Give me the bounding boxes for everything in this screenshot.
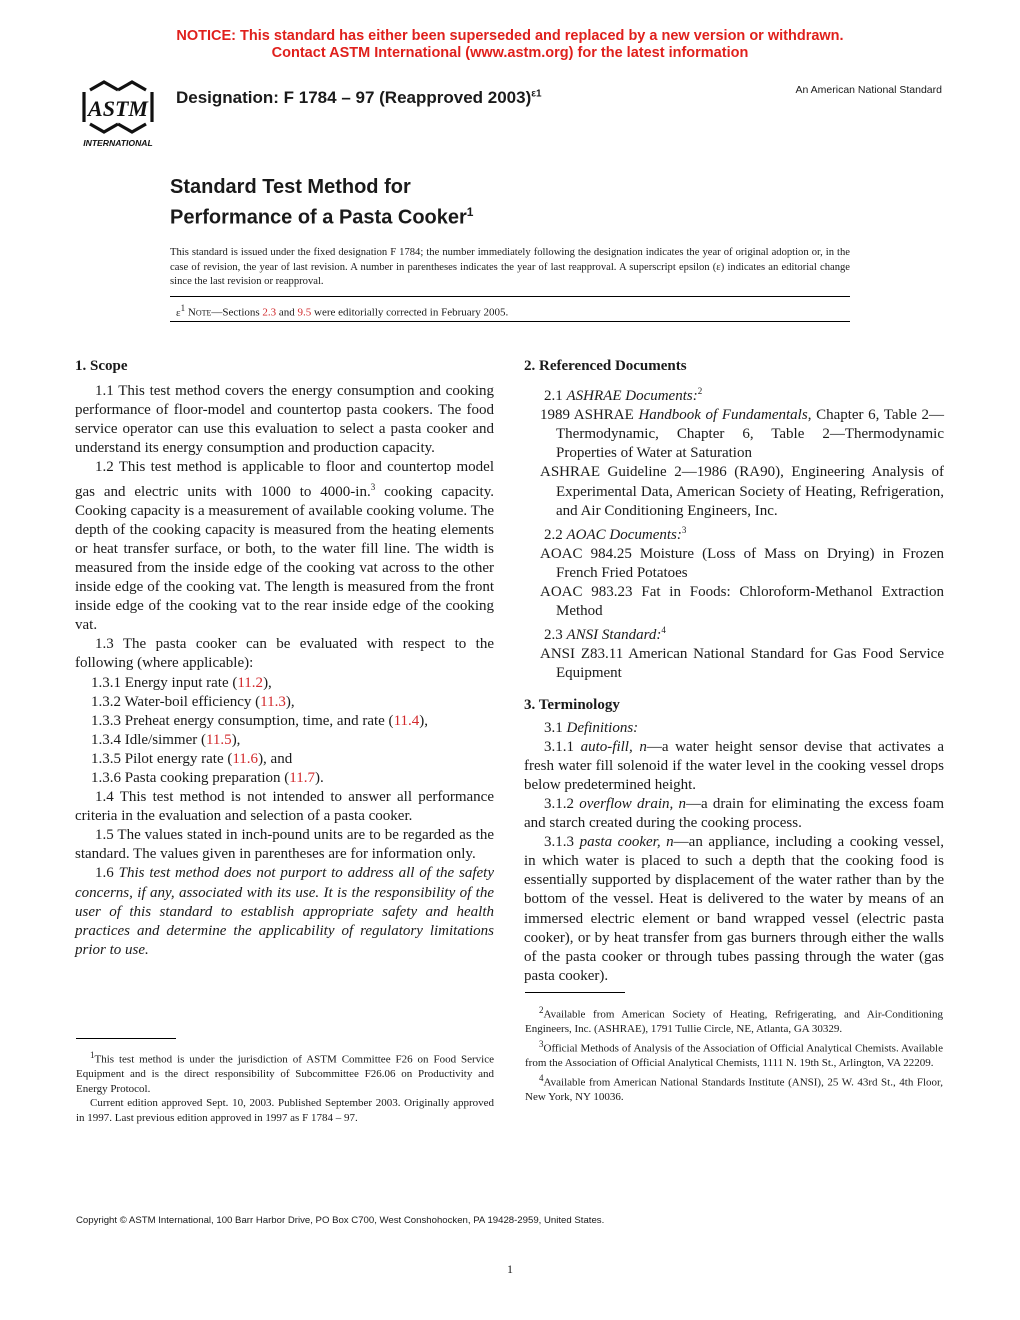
scope-item-text: 1.3.5 Pilot energy rate ( bbox=[91, 750, 233, 767]
ref-11-2-link[interactable]: 11.2 bbox=[237, 674, 264, 691]
ref-2-3-link[interactable]: 2.3 bbox=[262, 306, 277, 319]
aoac-ref-2: AOAC 983.23 Fat in Foods: Chloroform-Methanol Extraction Method bbox=[540, 584, 944, 620]
term-1-term: auto-fill, n bbox=[580, 738, 647, 755]
scope-1-6-num: 1.6 bbox=[95, 865, 119, 882]
ashrae-ref-1-a: 1989 ASHRAE bbox=[540, 407, 639, 424]
scope-item bbox=[75, 750, 494, 769]
aoac-num: 2.2 bbox=[544, 526, 567, 543]
ref-11-6-link[interactable]: 11.6 bbox=[232, 750, 259, 767]
terminology-heading: 3. Terminology bbox=[524, 696, 620, 713]
footnote-1 bbox=[76, 1048, 494, 1096]
scope-1-2-sup: 3 bbox=[370, 481, 376, 492]
ref-11-5-link[interactable]: 11.5 bbox=[205, 731, 232, 748]
withdrawal-notice bbox=[0, 28, 1020, 62]
scope-1-5: 1.5 The values stated in inch-pound units are to be regarded as the standard. The values given in parentheses are for information only. bbox=[75, 827, 494, 863]
ansi-standard bbox=[524, 621, 944, 645]
ashrae-label: ASHRAE Documents: bbox=[566, 388, 698, 405]
scope-1-2-a: 1.2 This test method is applicable to floor and countertop model gas and electric units with 1000 to 4000-in. bbox=[75, 459, 494, 500]
scope-1-6 bbox=[75, 864, 494, 959]
note-text-b: and bbox=[276, 306, 298, 319]
scope-item-text: 1.3.6 Pasta cooking preparation ( bbox=[91, 769, 290, 786]
footnote-2-text: Available from American Society of Heating, Refrigerating, and Air-Conditioning Engineers, Inc. (ASHRAE), 1791 Tullie Circle, NE, Atlanta, GA 30329. bbox=[525, 1008, 943, 1036]
note-text-c: were editorially corrected in February 2005. bbox=[311, 306, 509, 319]
ref-11-4-link[interactable]: 11.4 bbox=[393, 712, 420, 729]
eps-sup: 1 bbox=[180, 303, 186, 313]
scope-item bbox=[75, 769, 494, 788]
notice-line-1: NOTICE: This standard has either been superseded and replaced by a new version or withdrawn. bbox=[176, 28, 844, 44]
footnote-1b: Current edition approved Sept. 10, 2003. Published September 2003. Originally approved in 1997. Last previous edition approved in 1997 as F 1784 – 97. bbox=[76, 1097, 494, 1125]
aoac-sup: 3 bbox=[681, 524, 687, 535]
logo-text: ASTM bbox=[88, 96, 148, 121]
footnote-rule-right bbox=[525, 992, 625, 993]
footnote-4-sup: 4 bbox=[539, 1072, 544, 1083]
scope-item bbox=[75, 731, 494, 750]
scope-item bbox=[75, 712, 494, 731]
scope-1-2-b: cooking capacity. Cooking capacity is a measurement of available cooking volume. The depth of the cooking capacity is measured from the heating elements or heat transfer surface, or both, to the water fill line. The width is measured from the inside edge of the cooking vat across to the other inside edge of the cooking vat. The length is measured from the front inside edge of the cooking vat to the rear inside edge of the cooking vat. bbox=[75, 483, 495, 634]
term-3-term: pasta cooker, n bbox=[579, 834, 674, 851]
title-line-1: Standard Test Method for bbox=[170, 176, 411, 198]
scope-heading: 1. Scope bbox=[75, 358, 128, 374]
ansi-label: ANSI Standard: bbox=[566, 627, 662, 644]
scope-item-end: ). bbox=[314, 769, 324, 786]
right-column bbox=[524, 357, 944, 986]
term-1-num: 3.1.1 bbox=[544, 738, 581, 755]
logo-subtext: INTERNATIONAL bbox=[83, 138, 153, 148]
footnote-3-text: Official Methods of Analysis of the Association of Official Analytical Chemists. Available from the Association of Official Analytical Chemists, 1111 N. 19th St., Arlington, VA 22209. bbox=[525, 1042, 943, 1070]
footnote-2-sup: 2 bbox=[539, 1005, 544, 1015]
term-1-text: —a water height sensor devise that activates a fresh water fill solenoid if the water level in the cooking vessel drops below predetermined height. bbox=[524, 738, 945, 793]
scope-item-text: 1.3.4 Idle/simmer ( bbox=[91, 731, 206, 748]
ashrae-ref-1 bbox=[540, 406, 944, 463]
title-sup: 1 bbox=[466, 205, 474, 219]
scope-1-6-text: This test method does not purport to address all of the safety concerns, if any, associated with its use. It is the responsibility of the user of this standard to establish appropriate safety and health practices and determine the applicability of regulatory limitations prior to use. bbox=[75, 865, 494, 958]
designation-text: Designation: F 1784 – 97 (Reapproved 2003) bbox=[176, 88, 532, 107]
footnote-4-text: Available from American National Standards Institute (ANSI), 25 W. 43rd St., 4th Floor, New York, NY 10036. bbox=[525, 1076, 943, 1103]
footnote-3 bbox=[525, 1037, 943, 1071]
term-2-text: —a drain for eliminating the excess foam and starch created during the cooking process. bbox=[524, 795, 945, 832]
designation bbox=[176, 88, 542, 108]
scope-item-text: 1.3.2 Water-boil efficiency ( bbox=[91, 693, 261, 710]
scope-item bbox=[75, 693, 494, 712]
designation-sup: ε1 bbox=[531, 88, 542, 100]
term-3-num: 3.1.3 bbox=[544, 834, 580, 851]
aoac-ref-1: AOAC 984.25 Moisture (Loss of Mass on Drying) in Frozen French Fried Potatoes bbox=[540, 545, 944, 581]
eps: ε bbox=[176, 306, 181, 319]
ansi-num: 2.3 bbox=[544, 627, 567, 644]
term-3-text: —an appliance, including a cooking vessel, in which water is placed to such a depth that the cooking food is essentially supported by displacement of the water rather than by the bottom of the vessel. Heat is delivered to the water by means of an immersed electric element or band wrapped vessel (electric pasta cooker), or by heat transfer from gas burners through either the walls of the pasta cooker or through tubes passing through the water (gas pasta cooker). bbox=[524, 834, 945, 984]
page-number: 1 bbox=[507, 1262, 513, 1276]
term-2-term: overflow drain, n bbox=[579, 795, 686, 812]
title-line-2: Performance of a Pasta Cooker bbox=[170, 206, 467, 229]
scope-item-end: ), bbox=[263, 674, 272, 691]
scope-item-end: ), bbox=[419, 712, 429, 729]
ashrae-ref-1-b: , Chapter 6, Table 2—Thermodynamic, Chapter 6, Table 2—Thermodynamic Properties of Water at Saturation bbox=[556, 407, 945, 462]
scope-1-1: 1.1 This test method covers the energy consumption and cooking performance of floor-model and countertop pasta cookers. The food service operator can use this evaluation to select a pasta cooker and understand its energy consumption and production capacity. bbox=[75, 383, 494, 457]
astm-logo bbox=[76, 78, 160, 150]
footnotes-right bbox=[525, 1003, 943, 1105]
divider-bottom bbox=[170, 321, 850, 322]
ashrae-num: 2.1 bbox=[544, 388, 567, 405]
ref-9-5-link[interactable]: 9.5 bbox=[297, 306, 312, 319]
american-national-standard: An American National Standard bbox=[795, 84, 942, 96]
term-auto-fill bbox=[524, 738, 944, 795]
divider-top bbox=[170, 296, 850, 297]
astm-logo-mark bbox=[76, 78, 160, 150]
ashrae-ref-2: ASHRAE Guideline 2—1986 (RA90), Engineering Analysis of Experimental Data, American Society of Heating, Refrigeration, and Air Conditioning Engineers, Inc. bbox=[540, 464, 944, 519]
left-column bbox=[75, 357, 494, 960]
scope-item-text: 1.3.1 Energy input rate ( bbox=[91, 674, 238, 691]
scope-item-end: ), bbox=[285, 693, 295, 710]
term-2-num: 3.1.2 bbox=[544, 795, 580, 812]
definitions bbox=[524, 719, 944, 738]
aoac-label: AOAC Documents: bbox=[566, 526, 682, 543]
ref-11-7-link[interactable]: 11.7 bbox=[289, 769, 315, 786]
notice-line-2: Contact ASTM International (www.astm.org) for the latest information bbox=[271, 45, 749, 61]
scope-1-3: 1.3 The pasta cooker can be evaluated with respect to the following (where applicable): bbox=[75, 636, 494, 672]
footnote-1-text: This test method is under the jurisdiction of ASTM Committee F26 on Food Service Equipment and is the direct responsibility of Subcommittee F26.06 on Productivity and Energy Protocol. bbox=[76, 1053, 494, 1095]
note-text-a: —Sections bbox=[211, 306, 263, 319]
scope-item-end: ), bbox=[231, 731, 241, 748]
copyright: Copyright © ASTM International, 100 Barr Harbor Drive, PO Box C700, West Conshohocken, PA 19428-2959, United States. bbox=[76, 1215, 605, 1226]
footnote-rule-left bbox=[76, 1038, 176, 1039]
ref-11-3-link[interactable]: 11.3 bbox=[260, 693, 286, 710]
footnote-2 bbox=[525, 1003, 943, 1037]
definitions-num: 3.1 bbox=[544, 719, 567, 736]
aoac-documents bbox=[524, 521, 944, 545]
footnote-4 bbox=[525, 1071, 943, 1105]
footnote-1-sup: 1 bbox=[90, 1050, 95, 1060]
scope-item bbox=[75, 674, 494, 693]
ashrae-sup: 2 bbox=[697, 386, 703, 397]
document-title bbox=[170, 175, 473, 231]
ashrae-ref-1-title: Handbook of Fundamentals bbox=[638, 407, 808, 424]
editorial-note bbox=[170, 303, 850, 319]
references-heading: 2. Referenced Documents bbox=[524, 358, 687, 374]
scope-item-end: ), and bbox=[258, 750, 293, 767]
term-overflow-drain bbox=[524, 795, 944, 833]
definitions-label: Definitions: bbox=[566, 719, 639, 736]
note-label: Note bbox=[187, 306, 212, 319]
ashrae-documents bbox=[524, 382, 944, 406]
scope-1-4: 1.4 This test method is not intended to answer all performance criteria in the evaluation and selection of a pasta cooker. bbox=[75, 789, 494, 825]
footnote-3-sup: 3 bbox=[539, 1038, 544, 1049]
ansi-sup: 4 bbox=[661, 625, 666, 636]
footnotes-left bbox=[76, 1048, 494, 1126]
term-pasta-cooker bbox=[524, 833, 944, 986]
scope-1-2 bbox=[75, 458, 494, 635]
issued-note: This standard is issued under the fixed designation F 1784; the number immediately following the designation indicates the year of original adoption or, in the case of revision, the year of last revision. A number in parentheses indicates the year of last reapproval. A superscript epsilon (ε) indicates an editorial change since the last revision or reapproval. bbox=[170, 247, 850, 288]
scope-item-text: 1.3.3 Preheat energy consumption, time, and rate ( bbox=[91, 712, 394, 729]
ansi-ref-1: ANSI Z83.11 American National Standard for Gas Food Service Equipment bbox=[540, 646, 944, 682]
